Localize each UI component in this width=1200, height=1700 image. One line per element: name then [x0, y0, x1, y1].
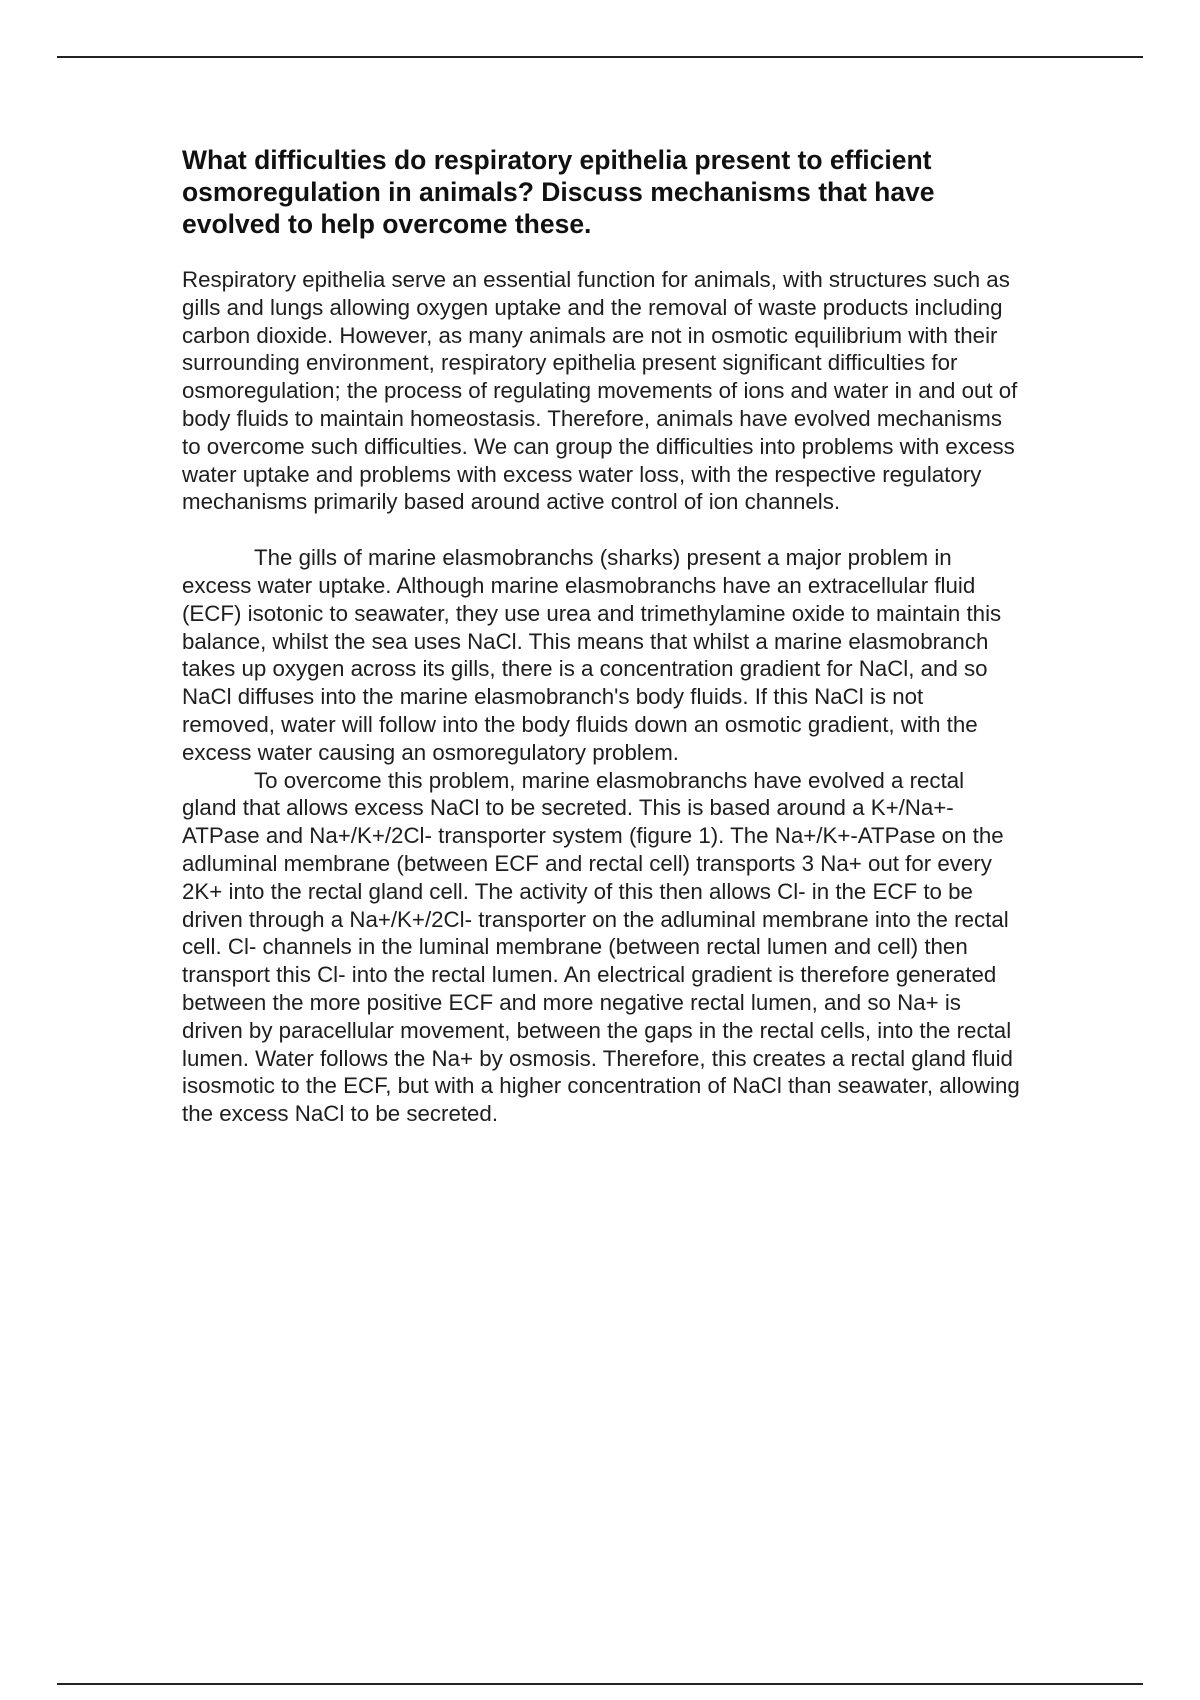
essay-title: What difficulties do respiratory epithelia present to efficient osmoregulation in animals? Discuss mechanisms that have evolved to help overcome these.	[182, 145, 935, 239]
top-rule	[57, 56, 1143, 58]
document-body	[182, 144, 1022, 1128]
paragraph-intro: Respiratory epithelia serve an essential function for animals, with structures such as gills and lungs allowing oxygen uptake and the removal of waste products including carbon dioxide. However, as many animals are not in osmotic equilibrium with their surrounding environment, respiratory epithelia present significant difficulties for osmoregulation; the process of regulating movements of ions and water in and out of body fluids to maintain homeostasis. Therefore, animals have evolved mechanisms to overcome such difficulties. We can group the difficulties into problems with excess water uptake and problems with excess water loss, with the respective regulatory mechanisms primarily based around active control of ion channels.	[182, 267, 1018, 515]
paragraph-rectal-gland: To overcome this problem, marine elasmobranchs have evolved a rectal gland that allows excess NaCl to be secreted. This is based around a K+/Na+-ATPase and Na+/K+/2Cl- transporter system (figure 1). The Na+/K+-ATPase on the adluminal membrane (between ECF and rectal cell) transports 3 Na+ out for every 2K+ into the rectal gland cell. The activity of this then allows Cl- in the ECF to be driven through a Na+/K+/2Cl- transporter on the adluminal membrane into the rectal cell. Cl- channels in the luminal membrane (between rectal lumen and cell) then transport this Cl- into the rectal lumen. An electrical gradient is therefore generated between the more positive ECF and more negative rectal lumen, and so Na+ is driven by paracellular movement, between the gaps in the rectal cells, into the rectal lumen. Water follows the Na+ by osmosis. Therefore, this creates a rectal gland fluid isosmotic to the ECF, but with a higher concentration of NaCl than seawater, allowing the excess NaCl to be secreted.	[182, 767, 1020, 1127]
paragraph-elasmobranch-problem: The gills of marine elasmobranchs (sharks) present a major problem in excess water uptake. Although marine elasmobranchs have an extracellular fluid (ECF) isotonic to seawater, they use urea and trimethylamine oxide to maintain this balance, whilst the sea uses NaCl. This means that whilst a marine elasmobranch takes up oxygen across its gills, there is a concentration gradient for NaCl, and so NaCl diffuses into the marine elasmobranch's body fluids. If this NaCl is not removed, water will follow into the body fluids down an osmotic gradient, with the excess water causing an osmoregulatory problem.	[182, 545, 1002, 765]
bottom-rule	[57, 1683, 1143, 1685]
